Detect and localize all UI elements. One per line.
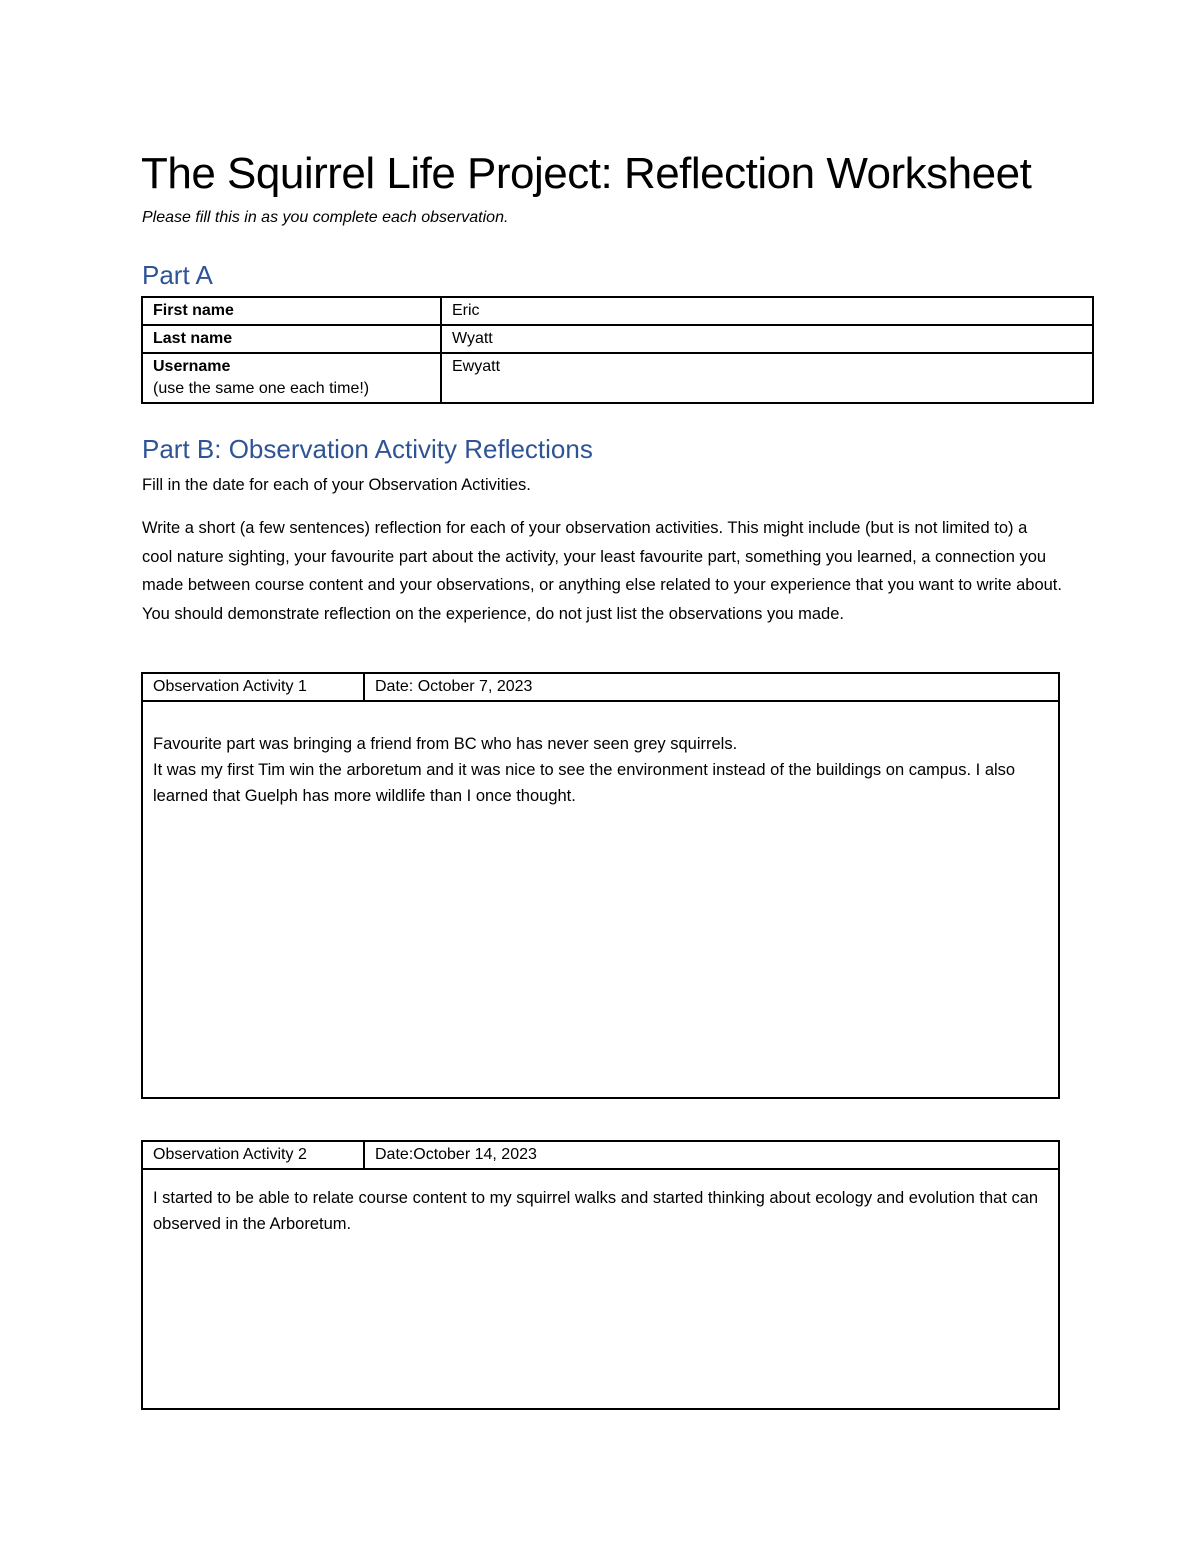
last-name-field[interactable]: Wyatt	[441, 325, 1093, 353]
username-label	[142, 353, 441, 403]
observation-activity-1-box	[141, 672, 1060, 1099]
observation-activity-2-box	[141, 1140, 1060, 1410]
observation-activity-2-reflection[interactable]	[143, 1170, 1058, 1237]
observation-activity-1-name: Observation Activity 1	[143, 674, 365, 700]
table-row	[142, 297, 1093, 325]
reflection-instruction: Write a short (a few sentences) reflection for each of your observation activities. This might include (but is not limited to) a cool nature sighting, your favourite part about the activity, your least favourite part, something you learned, a connection you made between course content and your observations, or anything else related to your experience that you want to write about. You should demonstrate reflection on the experience, do not just list the observations you made.	[142, 519, 1062, 623]
date-instruction: Fill in the date for each of your Observation Activities.	[142, 476, 531, 494]
observation-activity-1-header	[143, 674, 1058, 702]
table-row	[142, 325, 1093, 353]
last-name-label-text: Last name	[153, 330, 233, 347]
part-a-heading: Part A	[142, 260, 213, 290]
reflection-line: I started to be able to relate course content to my squirrel walks and started thinking about ecology and evolution that can observed in the Arboretum.	[153, 1189, 1039, 1233]
last-name-label	[142, 325, 441, 353]
username-field[interactable]: Ewyatt	[441, 353, 1093, 403]
first-name-label	[142, 297, 441, 325]
first-name-label-text: First name	[153, 302, 234, 319]
table-row	[142, 353, 1093, 403]
observation-activity-2-header	[143, 1142, 1058, 1170]
student-info-table	[141, 296, 1094, 404]
reflection-line: Favourite part was bringing a friend from BC who has never seen grey squirrels.	[153, 735, 738, 753]
username-note: (use the same one each time!)	[153, 380, 370, 397]
reflection-line: It was my first Tim win the arboretum and it was nice to see the environment instead of the buildings on campus. I also learned that Guelph has more wildlife than I once thought.	[153, 761, 1016, 805]
observation-activity-2-name: Observation Activity 2	[143, 1142, 365, 1168]
page-title: The Squirrel Life Project: Reflection Worksheet	[141, 149, 1032, 198]
username-label-text: Username	[153, 358, 231, 375]
observation-activity-2-date[interactable]: Date:October 14, 2023	[375, 1146, 537, 1163]
observation-activity-1-date[interactable]: Date: October 7, 2023	[375, 678, 533, 695]
observation-activity-1-reflection[interactable]	[143, 702, 1058, 809]
page-subtitle: Please fill this in as you complete each observation.	[142, 209, 509, 226]
first-name-field[interactable]: Eric	[441, 297, 1093, 325]
part-b-heading: Part B: Observation Activity Reflections	[142, 434, 593, 464]
